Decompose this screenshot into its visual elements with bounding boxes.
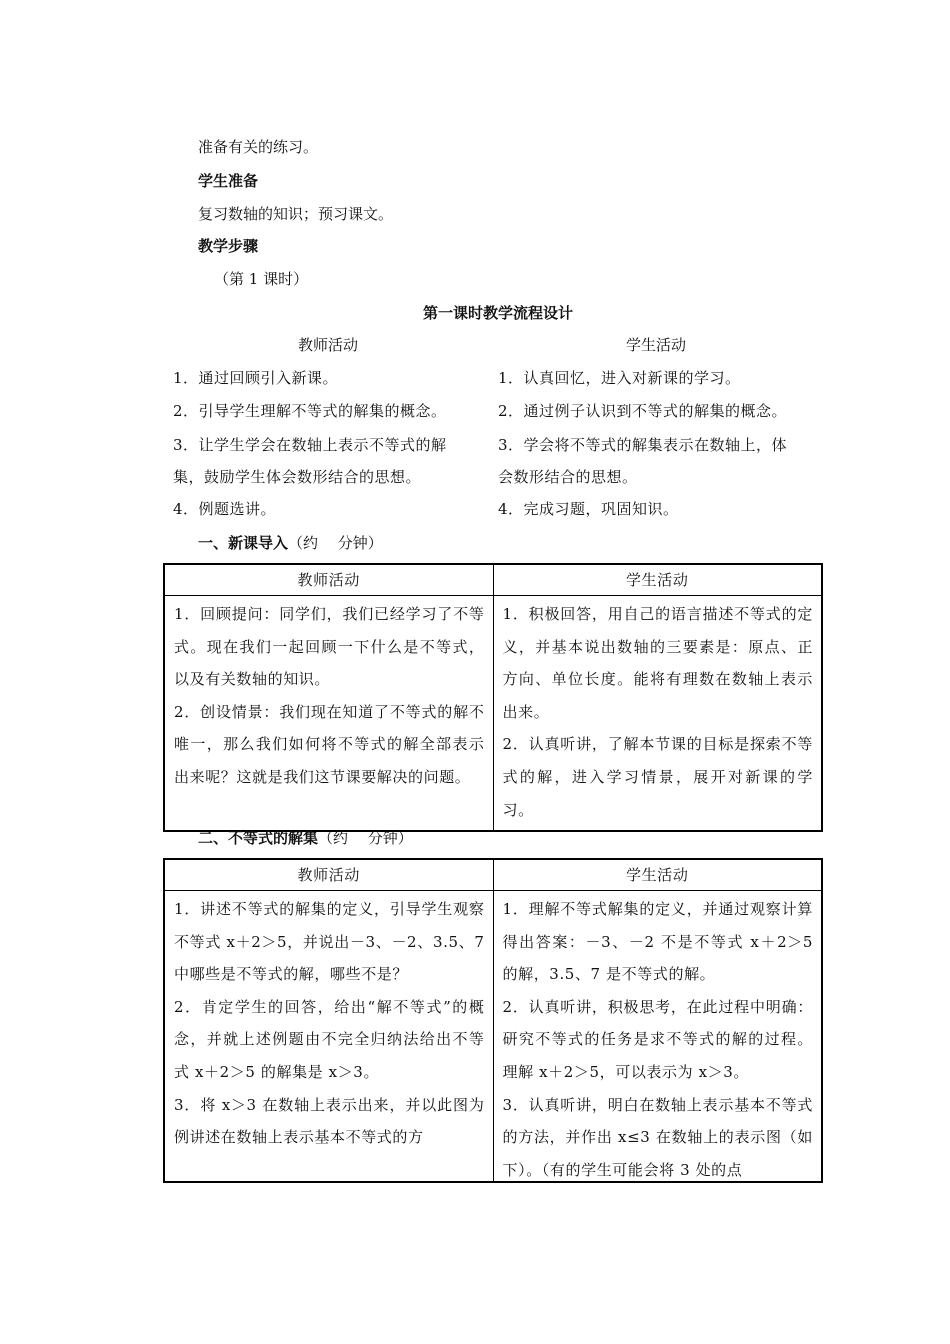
flow-student-header: 学生活动 bbox=[625, 336, 686, 354]
section1-teacher-para: 2．创设情景：我们现在知道了不等式的解不唯一，那么我们如何将不等式的解全部表示出来呢？这就是我们这节课要解决的问题。 bbox=[174, 702, 485, 786]
section1-heading-duration: （约 分钟） bbox=[288, 534, 383, 552]
section2-teacher-para: 2．肯定学生的回答，给出“解不等式”的概念，并就上述例题由不完全归纳法给出不等式 x＋2＞5 的解集是 x＞3。 bbox=[174, 997, 485, 1081]
flow-student-item: 4．完成习题，巩固知识。 bbox=[498, 500, 679, 518]
section2-bottom-border bbox=[163, 1181, 823, 1183]
flow-teacher-header: 教师活动 bbox=[297, 336, 358, 354]
lesson-label: （第 1 课时） bbox=[214, 270, 309, 288]
section2-student-para: 2．认真听讲，积极思考，在此过程中明确：研究不等式的任务是求不等式的解的过程。理解 x＋2＞5，可以表示为 x＞3。 bbox=[502, 997, 813, 1081]
section2-teacher-para: 3．将 x＞3 在数轴上表示出来，并以此图为例讲述在数轴上表示基本不等式的方 bbox=[174, 1095, 485, 1147]
section2-student-para: 1．理解不等式解集的定义，并通过观察计算得出答案：－3、－2 不是不等式 x＋2＞5 的解，3.5、7 是不等式的解。 bbox=[502, 900, 813, 984]
flow-teacher-item: 4．例题选讲。 bbox=[173, 500, 277, 518]
section2-heading-duration: （约 分钟） bbox=[318, 829, 413, 847]
section2-teacher-header: 教师活动 bbox=[164, 859, 493, 891]
section1-heading-title: 一、新课导入 bbox=[198, 534, 289, 552]
section2-student-para: 3．认真听讲，明白在数轴上表示基本不等式的方法，并作出 x≤3 在数轴上的表示图（如下）。（有的学生可能会将 3 处的点 bbox=[502, 1095, 813, 1179]
section1-student-para: 1．积极回答，用自己的语言描述不等式的定义，并基本说出数轴的三要素是：原点、正方向、单位长度。能将有理数在数轴上表示出来。 bbox=[502, 605, 813, 721]
section2-heading-title: 二、不等式的解集 bbox=[198, 829, 319, 847]
flow-student-item: 1．认真回忆，进入对新课的学习。 bbox=[498, 369, 741, 387]
section1-teacher-header: 教师活动 bbox=[164, 564, 493, 596]
section2-table bbox=[163, 858, 823, 1183]
section2-student-header: 学生活动 bbox=[493, 859, 822, 891]
intro-line: 准备有关的练习。 bbox=[198, 138, 319, 156]
steps-heading: 教学步骤 bbox=[198, 237, 259, 255]
section2-teacher-cell bbox=[164, 891, 493, 1184]
student-prep-text: 复习数轴的知识；预习课文。 bbox=[198, 205, 394, 223]
flow-teacher-item: 集，鼓励学生体会数形结合的思想。 bbox=[173, 468, 422, 486]
flow-teacher-item: 2．引导学生理解不等式的解集的概念。 bbox=[173, 402, 447, 420]
flow-teacher-item: 1．通过回顾引入新课。 bbox=[173, 369, 339, 387]
flow-title: 第一课时教学流程设计 bbox=[422, 304, 573, 322]
section1-student-para: 2．认真听讲，了解本节课的目标是探索不等式的解，进入学习情景，展开对新课的学习。 bbox=[502, 735, 813, 819]
section1-student-header: 学生活动 bbox=[493, 564, 822, 596]
flow-student-item: 3．学会将不等式的解集表示在数轴上，体 bbox=[498, 436, 788, 454]
flow-student-item: 2．通过例子认识到不等式的解集的概念。 bbox=[498, 402, 788, 420]
section2-teacher-para: 1．讲述不等式的解集的定义，引导学生观察不等式 x＋2＞5，并说出－3、－2、3.5、7 中哪些是不等式的解，哪些不是？ bbox=[174, 900, 485, 984]
flow-student-item: 会数形结合的思想。 bbox=[498, 468, 638, 486]
flow-teacher-item: 3．让学生学会在数轴上表示不等式的解 bbox=[173, 436, 447, 454]
section1-teacher-para: 1．回顾提问：同学们，我们已经学习了不等式。现在我们一起回顾一下什么是不等式，以及有关数轴的知识。 bbox=[174, 605, 485, 689]
student-prep-heading: 学生准备 bbox=[198, 172, 259, 190]
section2-student-cell bbox=[493, 891, 822, 1184]
